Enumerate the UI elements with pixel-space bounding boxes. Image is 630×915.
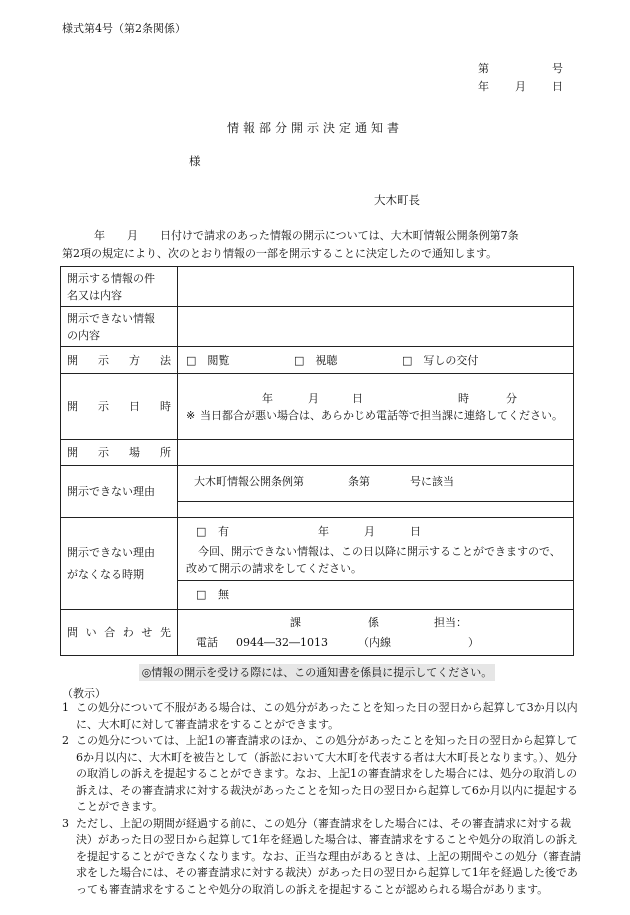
datetime-hour: 時	[458, 391, 469, 405]
no-longer-nashi-line	[186, 586, 567, 603]
contact-field	[178, 610, 574, 656]
row-reason	[61, 466, 574, 518]
no-longer-year: 年	[318, 525, 329, 538]
instruction-text: この処分については、上記1の審査請求のほか、この処分があったことを知った日の翌日から起算して6か月以内に、大木町を被告として（訴訟において大木町を代表する者は大木町長となります。）、処分の取消しの訴えを提起することができます。なお、上記1の審査請求をした場合には、処分の取消しの訴えは、その審査請求に対する裁決があったことを知った日の翌日から起算して6か月以内に提起することができます。	[76, 734, 578, 813]
instruction-item	[62, 816, 582, 899]
checkbox-icon[interactable]: □	[196, 525, 207, 538]
undisclosable-label-line1: 開示できない情報	[67, 311, 155, 325]
no-longer-ari: 有	[218, 525, 229, 538]
method-option-view[interactable]	[294, 352, 402, 369]
method-options	[178, 347, 574, 374]
datetime-day: 日	[352, 391, 363, 405]
datetime-field[interactable]	[178, 374, 574, 440]
row-place	[61, 440, 574, 466]
place-label-char-1: 開	[67, 446, 78, 459]
reason-separator	[178, 501, 573, 502]
datetime-label	[61, 374, 178, 440]
reason-line	[186, 473, 567, 490]
document-title: 情報部分開示決定通知書	[226, 121, 403, 135]
method-option-copy-label: 写しの交付	[423, 353, 479, 367]
intro-paragraph	[62, 227, 576, 263]
info-name-label-line1: 開示する情報の件	[67, 271, 155, 285]
row-datetime	[61, 374, 574, 440]
no-longer-month: 月	[364, 525, 375, 538]
row-info-name	[61, 267, 574, 307]
contact-label-char-4: わ	[122, 626, 134, 639]
datetime-month: 月	[308, 391, 319, 405]
reason-jo: 条第	[348, 475, 370, 488]
checkbox-icon[interactable]: □	[402, 353, 413, 367]
place-label-char-3: 場	[129, 446, 140, 459]
no-longer-ari-line	[186, 523, 567, 540]
contact-label-char-1: 問	[67, 626, 78, 639]
contact-dept-line	[186, 614, 567, 631]
contact-label-char-2: い	[85, 626, 97, 639]
contact-label-char-3: 合	[104, 626, 116, 639]
instruction-number: 2	[62, 734, 69, 747]
method-option-browse-label: 閲覧	[207, 353, 230, 367]
place-field[interactable]	[178, 440, 574, 466]
contact-tel: 0944―32―1013	[236, 636, 328, 649]
datetime-minute: 分	[506, 391, 517, 405]
place-label-char-2: 示	[98, 446, 109, 459]
contact-tel-label: 電話	[196, 636, 218, 649]
undisclosable-content-field[interactable]	[178, 307, 574, 347]
row-method	[61, 347, 574, 374]
date-year: 年	[478, 80, 489, 93]
checkbox-icon[interactable]: □	[294, 353, 305, 367]
method-option-view-label: 視聴	[315, 353, 338, 367]
datetime-note	[186, 407, 567, 424]
no-longer-day: 日	[410, 525, 421, 538]
datetime-label-char-2: 示	[98, 400, 109, 413]
instruction-item	[62, 733, 582, 816]
no-longer-separator	[178, 580, 573, 581]
instruction-text: この処分について不服がある場合は、この処分があったことを知った日の翌日から起算して3か月以内に、大木町に対して審査請求をすることができます。	[76, 701, 578, 731]
instruction-item	[62, 700, 582, 733]
method-label-char-1: 開	[67, 353, 78, 367]
method-label-char-2: 示	[98, 353, 109, 367]
number-go: 号	[552, 62, 563, 75]
no-longer-field	[178, 518, 574, 610]
checkbox-icon[interactable]: □	[186, 353, 197, 367]
method-option-browse[interactable]	[186, 352, 294, 369]
instruction-number: 3	[62, 816, 69, 830]
reason-field[interactable]	[178, 466, 574, 518]
instruction-text: ただし、上記の期間が経過する前に、この処分（審査請求をした場合には、その審査請求に対する裁決）があった日の翌日から起算して1年を経過した場合は、審査請求をすることや処分の取消しの訴えを提起することができなくなります。なお、正当な理由があるときは、上記の期間やこの処分（審査請求をした場合には、その審査請求に対する裁決）があった日の翌日から起算して1年を経過した後であっても審査請求をすることや処分の取消しの訴えを提起することが認められる場合があります。	[76, 816, 582, 896]
contact-label-char-6: 先	[159, 626, 171, 639]
datetime-label-char-4: 時	[160, 400, 171, 413]
no-longer-label-line1: 開示できない理由	[67, 545, 155, 559]
datetime-label-char-3: 日	[129, 400, 140, 413]
instruction-number: 1	[62, 701, 69, 714]
datetime-label-char-1: 開	[67, 400, 78, 413]
notice-banner: ◎情報の開示を受ける際には、この通知書を係員に提示してください。	[139, 664, 495, 681]
method-label-char-3: 方	[129, 353, 140, 367]
place-label-char-4: 所	[160, 446, 171, 459]
info-name-label-line2: 名又は内容	[67, 288, 122, 302]
info-name-field[interactable]	[178, 267, 574, 307]
instruction-list	[62, 700, 582, 898]
issuer-name: 大木町長	[374, 193, 420, 207]
place-label	[61, 440, 178, 466]
contact-ka: 課	[290, 616, 301, 629]
contact-label	[61, 610, 178, 656]
method-label-char-4: 法	[160, 353, 171, 367]
reason-prefix: 大木町情報公開条例第	[194, 475, 304, 488]
contact-ext-open: （内線	[358, 636, 391, 649]
datetime-note-text: 当日都合が悪い場合は、あらかじめ電話等で担当課に連絡してください。	[200, 408, 563, 422]
intro-line-2: 第2項の規定により、次のとおり情報の一部を開示することに決定したので通知します。	[62, 247, 498, 260]
no-longer-text: 今回、開示できない情報は、この日以降に開示することができますので、改めて開示の請求をしてください。	[186, 545, 561, 575]
row-undisclosable-content	[61, 307, 574, 347]
reason-gai: 号に該当	[410, 475, 454, 488]
date-month: 月	[515, 80, 526, 93]
instruction-heading: （教示）	[62, 687, 106, 700]
info-name-label	[61, 267, 178, 307]
checkbox-icon[interactable]: □	[196, 588, 207, 601]
contact-tanto: 担当：	[434, 616, 467, 629]
row-no-longer	[61, 518, 574, 610]
undisclosable-content-label	[61, 307, 178, 347]
reason-label: 開示できない理由	[61, 466, 178, 518]
contact-label-char-5: せ	[141, 626, 153, 639]
method-option-copy[interactable]	[402, 352, 478, 369]
method-label	[61, 347, 178, 374]
row-contact	[61, 610, 574, 656]
datetime-year: 年	[262, 391, 273, 405]
form-number: 様式第4号（第2条関係）	[62, 22, 186, 35]
contact-kakari: 係	[368, 616, 379, 629]
addressee-suffix: 様	[189, 154, 201, 168]
no-longer-label	[61, 518, 178, 610]
intro-line-1: 年 月 日付けで請求のあった情報の開示については、大木町情報公開条例第7条	[94, 229, 519, 242]
note-mark: ※	[186, 408, 196, 422]
undisclosable-label-line2: の内容	[67, 328, 100, 342]
disclosure-table	[60, 266, 574, 656]
number-dai: 第	[478, 62, 489, 75]
datetime-line	[186, 390, 567, 407]
contact-ext-close: ）	[468, 636, 479, 649]
no-longer-nashi: 無	[218, 588, 229, 601]
no-longer-label-line2: がなくなる時期	[67, 567, 144, 581]
date-day: 日	[552, 80, 563, 93]
contact-tel-line	[186, 634, 567, 651]
